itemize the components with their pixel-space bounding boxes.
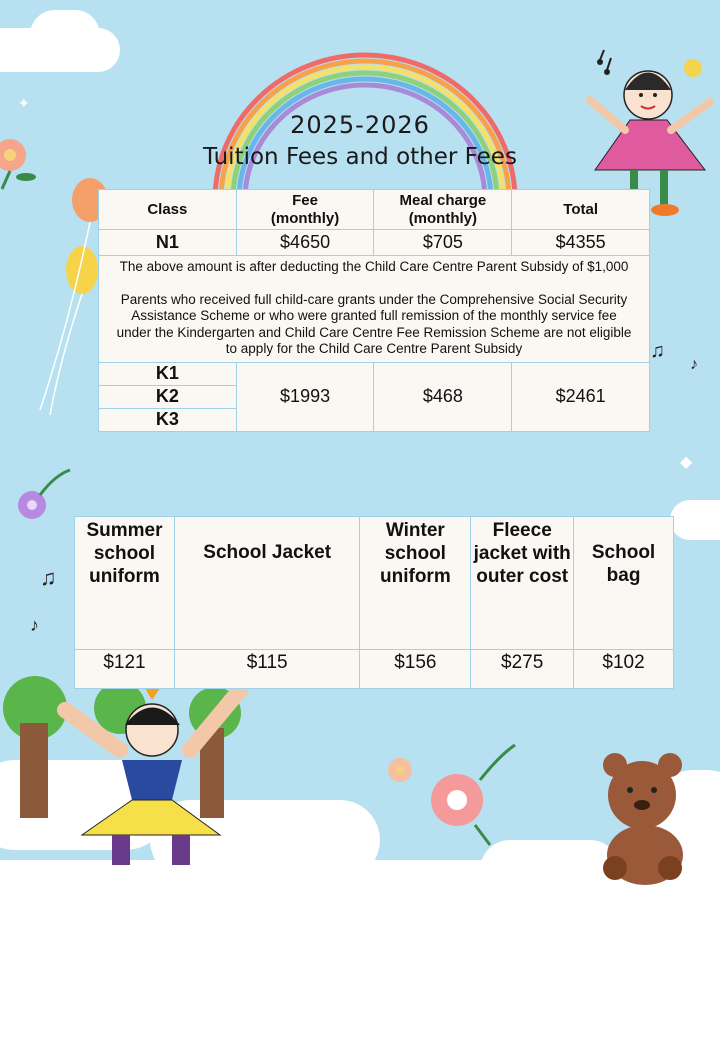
header-total: Total [512, 190, 650, 230]
sparkle-icon: ◆ [680, 454, 693, 471]
flower-icon [10, 465, 80, 525]
meal-cell: $468 [374, 362, 512, 431]
table-header-row [75, 517, 674, 650]
teddy-bear-drawing [590, 750, 710, 890]
header-class: Class [99, 190, 237, 230]
subsidy-note-1: The above amount is after deducting the Child Care Centre Parent Subsidy of $1,000 [119, 259, 629, 274]
class-cell: K1 [99, 362, 237, 385]
fleece-jacket-price: $275 [471, 650, 574, 689]
total-cell: $2461 [512, 362, 650, 431]
header-winter-uniform: Winter school uniform [360, 517, 471, 650]
table-row [99, 230, 650, 256]
header-summer-uniform: Summer school uniform [75, 517, 175, 650]
fee-cell: $4650 [236, 230, 374, 256]
flower-icon [375, 740, 525, 850]
total-cell: $4355 [512, 230, 650, 256]
class-cell: N1 [99, 230, 237, 256]
header-fee: Fee (monthly) [236, 190, 374, 230]
title-subtitle: Tuition Fees and other Fees [203, 144, 517, 170]
page-title [0, 108, 720, 172]
music-note-icon: ♪ [690, 356, 698, 373]
summer-uniform-price: $121 [75, 650, 175, 689]
music-note-icon: ♪ [30, 615, 39, 635]
fee-cell: $1993 [236, 362, 374, 431]
sparkle-icon: ✦ [18, 95, 30, 111]
subsidy-note [99, 256, 650, 363]
school-jacket-price: $115 [174, 650, 360, 689]
subsidy-note-2: Parents who received full child-care grants under the Comprehensive Social Security Assistance Scheme or who were granted full remission of the monthly service fee under the Kindergarten and Child Care Centre Fee Remission Scheme are not eligible to apply for the Child Care Centre Parent Subsidy [116, 291, 632, 356]
tuition-fees-table [98, 189, 650, 432]
table-header-row [99, 190, 650, 230]
title-year: 2025-2026 [290, 111, 430, 139]
cloud [30, 10, 100, 60]
music-note-icon: ♫ [40, 565, 57, 590]
meal-cell: $705 [374, 230, 512, 256]
class-cell: K2 [99, 385, 237, 408]
music-note-icon: ♫ [650, 340, 665, 362]
header-meal-charge: Meal charge (monthly) [374, 190, 512, 230]
school-bag-price: $102 [574, 650, 674, 689]
table-row [99, 256, 650, 363]
table-row [99, 362, 650, 385]
winter-uniform-price: $156 [360, 650, 471, 689]
uniform-fees-table [74, 516, 674, 689]
header-fleece-jacket: Fleece jacket with outer cost [471, 517, 574, 650]
table-row [75, 650, 674, 689]
princess-drawing [40, 670, 265, 870]
cloud [670, 500, 720, 540]
class-cell: K3 [99, 408, 237, 431]
header-school-bag: School bag [574, 517, 674, 650]
header-school-jacket: School Jacket [174, 517, 360, 650]
